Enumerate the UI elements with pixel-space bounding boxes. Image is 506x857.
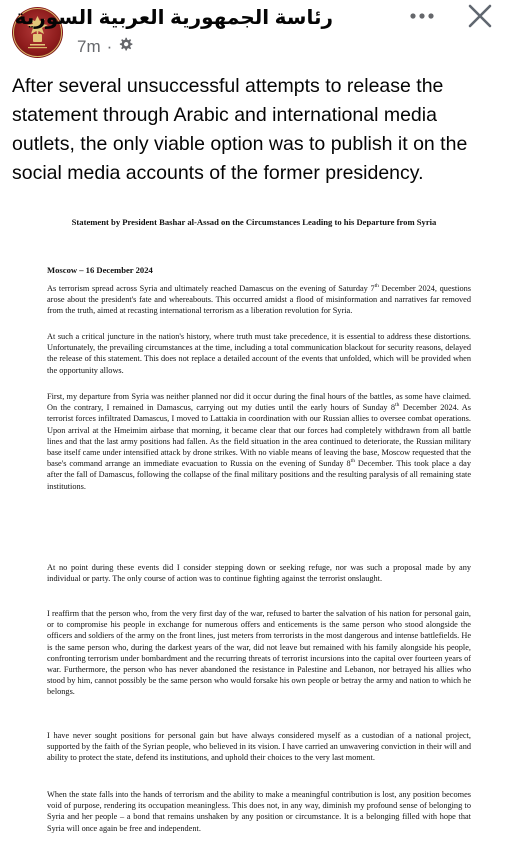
post-header	[0, 0, 506, 66]
statement-paragraph: As terrorism spread across Syria and ultimately reached Damascus on the evening of Saturday 7th December 2024, questions arose about the president's fate and whereabouts. This occurred amidst a flood of misinformation and narratives far removed from the truth, aimed at recasting international terrorism as a liberation revolution for Syria.	[47, 283, 471, 316]
post-caption: After several unsuccessful attempts to release the statement through Arabic and international media outlets, the only viable option was to publish it on the social media accounts of the former presidency.	[12, 75, 468, 184]
statement-paragraph: I have never sought positions for personal gain but have always considered myself as a custodian of a national project, supported by the faith of the Syrian people, who believed in its vision. I have carried an unwavering conviction in their will and ability to protect the state, defend its institutions, and uphold their choices to the very last moment.	[47, 731, 471, 763]
statement-title: Statement by President Bashar al-Assad on the Circumstances Leading to his Departure from Syria	[71, 217, 437, 227]
post-meta	[77, 36, 133, 58]
page-name[interactable]: رئاسة الجمهورية العربية السورية	[14, 7, 333, 29]
more-horizontal-icon[interactable]	[404, 2, 440, 30]
gear-icon[interactable]	[118, 37, 133, 57]
statement-paragraph: At no point during these events did I consider stepping down or seeking refuge, nor was such a proposal made by any individual or party. The only course of action was to continue fighting against the terrorist onslaught.	[47, 563, 471, 584]
statement-paragraph: First, my departure from Syria was neither planned nor did it occur during the final hours of the battles, as some have claimed. On the contrary, I remained in Damascus, carrying out my duties until the early hours of Sunday 8th December 2024. As terrorist forces infiltrated Damascus, I moved to Lattakia in coordination with our Russian allies to oversee combat operations. Upon arrival at the Hmeimim airbase that morning, it became clear that our forces had completely withdrawn from all battle lines and that the last army positions had fallen. As the field situation in the area continued to deteriorate, the Russian military base itself came under intensified attack by drone strikes. With no viable means of leaving the base, Moscow requested that the base's command arrange an immediate evacuation to Russia on the evening of Sunday 8th December. This took place a day after the fall of Damascus, following the collapse of the final military positions and the resulting paralysis of all remaining state institutions.	[47, 392, 472, 491]
statement-paragraph: At such a critical juncture in the nation's history, where truth must take precedence, it is essential to address these distortions. Unfortunately, the prevailing circumstances at the time, including a total communication blackout for security reasons, delayed the release of this statement. This does not replace a detailed account of the events that unfolded, which will be provided when the opportunity allows.	[47, 332, 471, 375]
statement-paragraph: I reaffirm that the person who, from the very first day of the war, refused to barter the salvation of his nation for personal gain, or to compromise his people in exchange for numerous offers and enticements is the same person who stood alongside the officers and soldiers of the army on the front lines, just meters from terrorists in the most dangerous and intense battlefields. He is the same person who, during the darkest years of the war, did not leave but remained with his family alongside his people, confronting terrorism under bombardment and the recurring threats of terrorist incursions into the capital over fourteen years of war. Furthermore, the person who has never abandoned the resistance in Palestine and Lebanon, nor betrayed his allies who stood by him, cannot possibly be the same person who would forsake his own people or betray the army and nation to which he belongs.	[47, 609, 471, 697]
meta-separator: ·	[106, 37, 113, 56]
statement-dateline: Moscow – 16 December 2024	[47, 265, 153, 275]
statement-paragraph: When the state falls into the hands of terrorism and the ability to make a meaningful contribution is lost, any position becomes void of purpose, rendering its occupation meaningless. This does not, in any way, diminish my profound sense of belonging to Syria and her people – a bond that remains unshaken by any position or circumstance. It is a belonging filled with hope that Syria will once again be free and independent.	[47, 790, 471, 833]
post-time[interactable]: 7m	[77, 37, 101, 56]
close-icon[interactable]	[462, 0, 498, 36]
attached-statement-image[interactable]	[3, 208, 503, 857]
